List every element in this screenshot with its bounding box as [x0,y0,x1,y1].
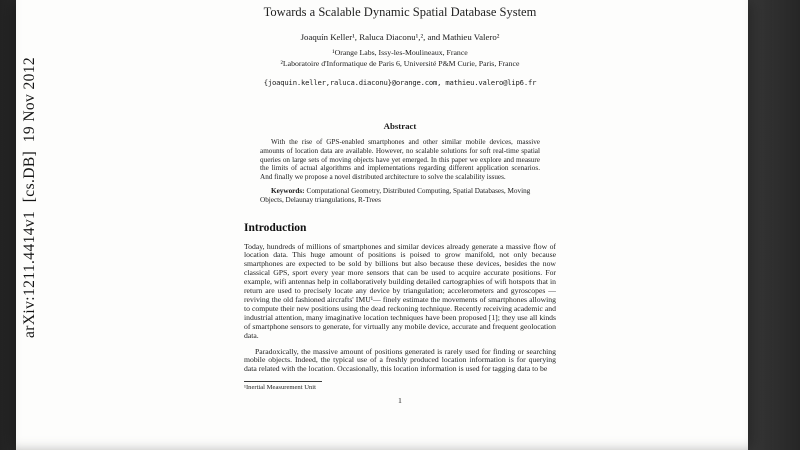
keywords-label: Keywords: [271,186,305,195]
page-number: 1 [398,396,402,406]
section-heading-introduction: Introduction [244,221,307,234]
affiliation-1: ¹Orange Labs, Issy-les-Moulineaux, France [332,48,468,57]
intro-paragraph-1: Today, hundreds of millions of smartphones and similar devices already generate a massive flow of location data. This huge amount of positions is poised to grow manifold, not only because smartphones are expected to be sold by billions but also because these devices, besides the now classical GPS, sport every year more sensors that can be used to acquire accurate positions. For example, wifi antennas help in collaboratively building detailed cartographies of wifi hotspots that in return are used to precisely locate any device by triangulation; accelerometers and gyroscopes — reviving the old fashioned aircrafts' IMU¹— finely estimate the movements of smartphones allowing to compute their new positions using the dead reckoning technique. Recently receiving academic and industrial attention, many imaginative location techniques have been proposed [1]; they use all kinds of smartphone sensors to generate, for virtually any mobile device, accurate and frequent geolocation data. [244,241,556,340]
keywords-line [260,187,540,205]
keywords-text: Computational Geometry, Distributed Computing, Spatial Databases, Moving Objects, Delaunay triangulations, R-Trees [260,186,531,204]
paper-content [244,0,556,405]
footnote-rule [244,381,322,382]
affiliation-2: ²Laboratoire d'Informatique de Paris 6, Université P&M Curie, Paris, France [280,59,520,68]
abstract-text: With the rise of GPS-enabled smartphones and other similar mobile devices, massive amounts of location data are available. However, no scalable solutions for soft real-time spatial queries on large sets of moving objects have yet emerged. In this paper we explore and measure the limits of actual algorithms and implementations regarding different application scenarios. And finally we propose a novel distributed architecture to solve the scalability issues. [260,138,540,182]
paper-page [16,0,748,450]
author-emails: {joaquin.keller,raluca.diaconu}@orange.com, mathieu.valero@lip6.fr [263,78,537,87]
intro-paragraph-2: Paradoxically, the massive amount of positions generated is rarely used for finding or searching mobile objects. Indeed, the typical use of a freshly produced location information is for querying data related with the location. Occasionally, this location information is used for tagging data to be [244,346,556,374]
footnote-imu: ¹Inertial Measurement Unit [244,384,316,392]
paper-title: Towards a Scalable Dynamic Spatial Database System [263,5,537,19]
abstract-heading: Abstract [383,121,417,131]
arxiv-watermark: arXiv:1211.4414v1 [cs.DB] 19 Nov 2012 [21,56,38,339]
paper-authors: Joaquín Keller¹, Raluca Diaconu¹,², and Mathieu Valero² [300,32,500,42]
